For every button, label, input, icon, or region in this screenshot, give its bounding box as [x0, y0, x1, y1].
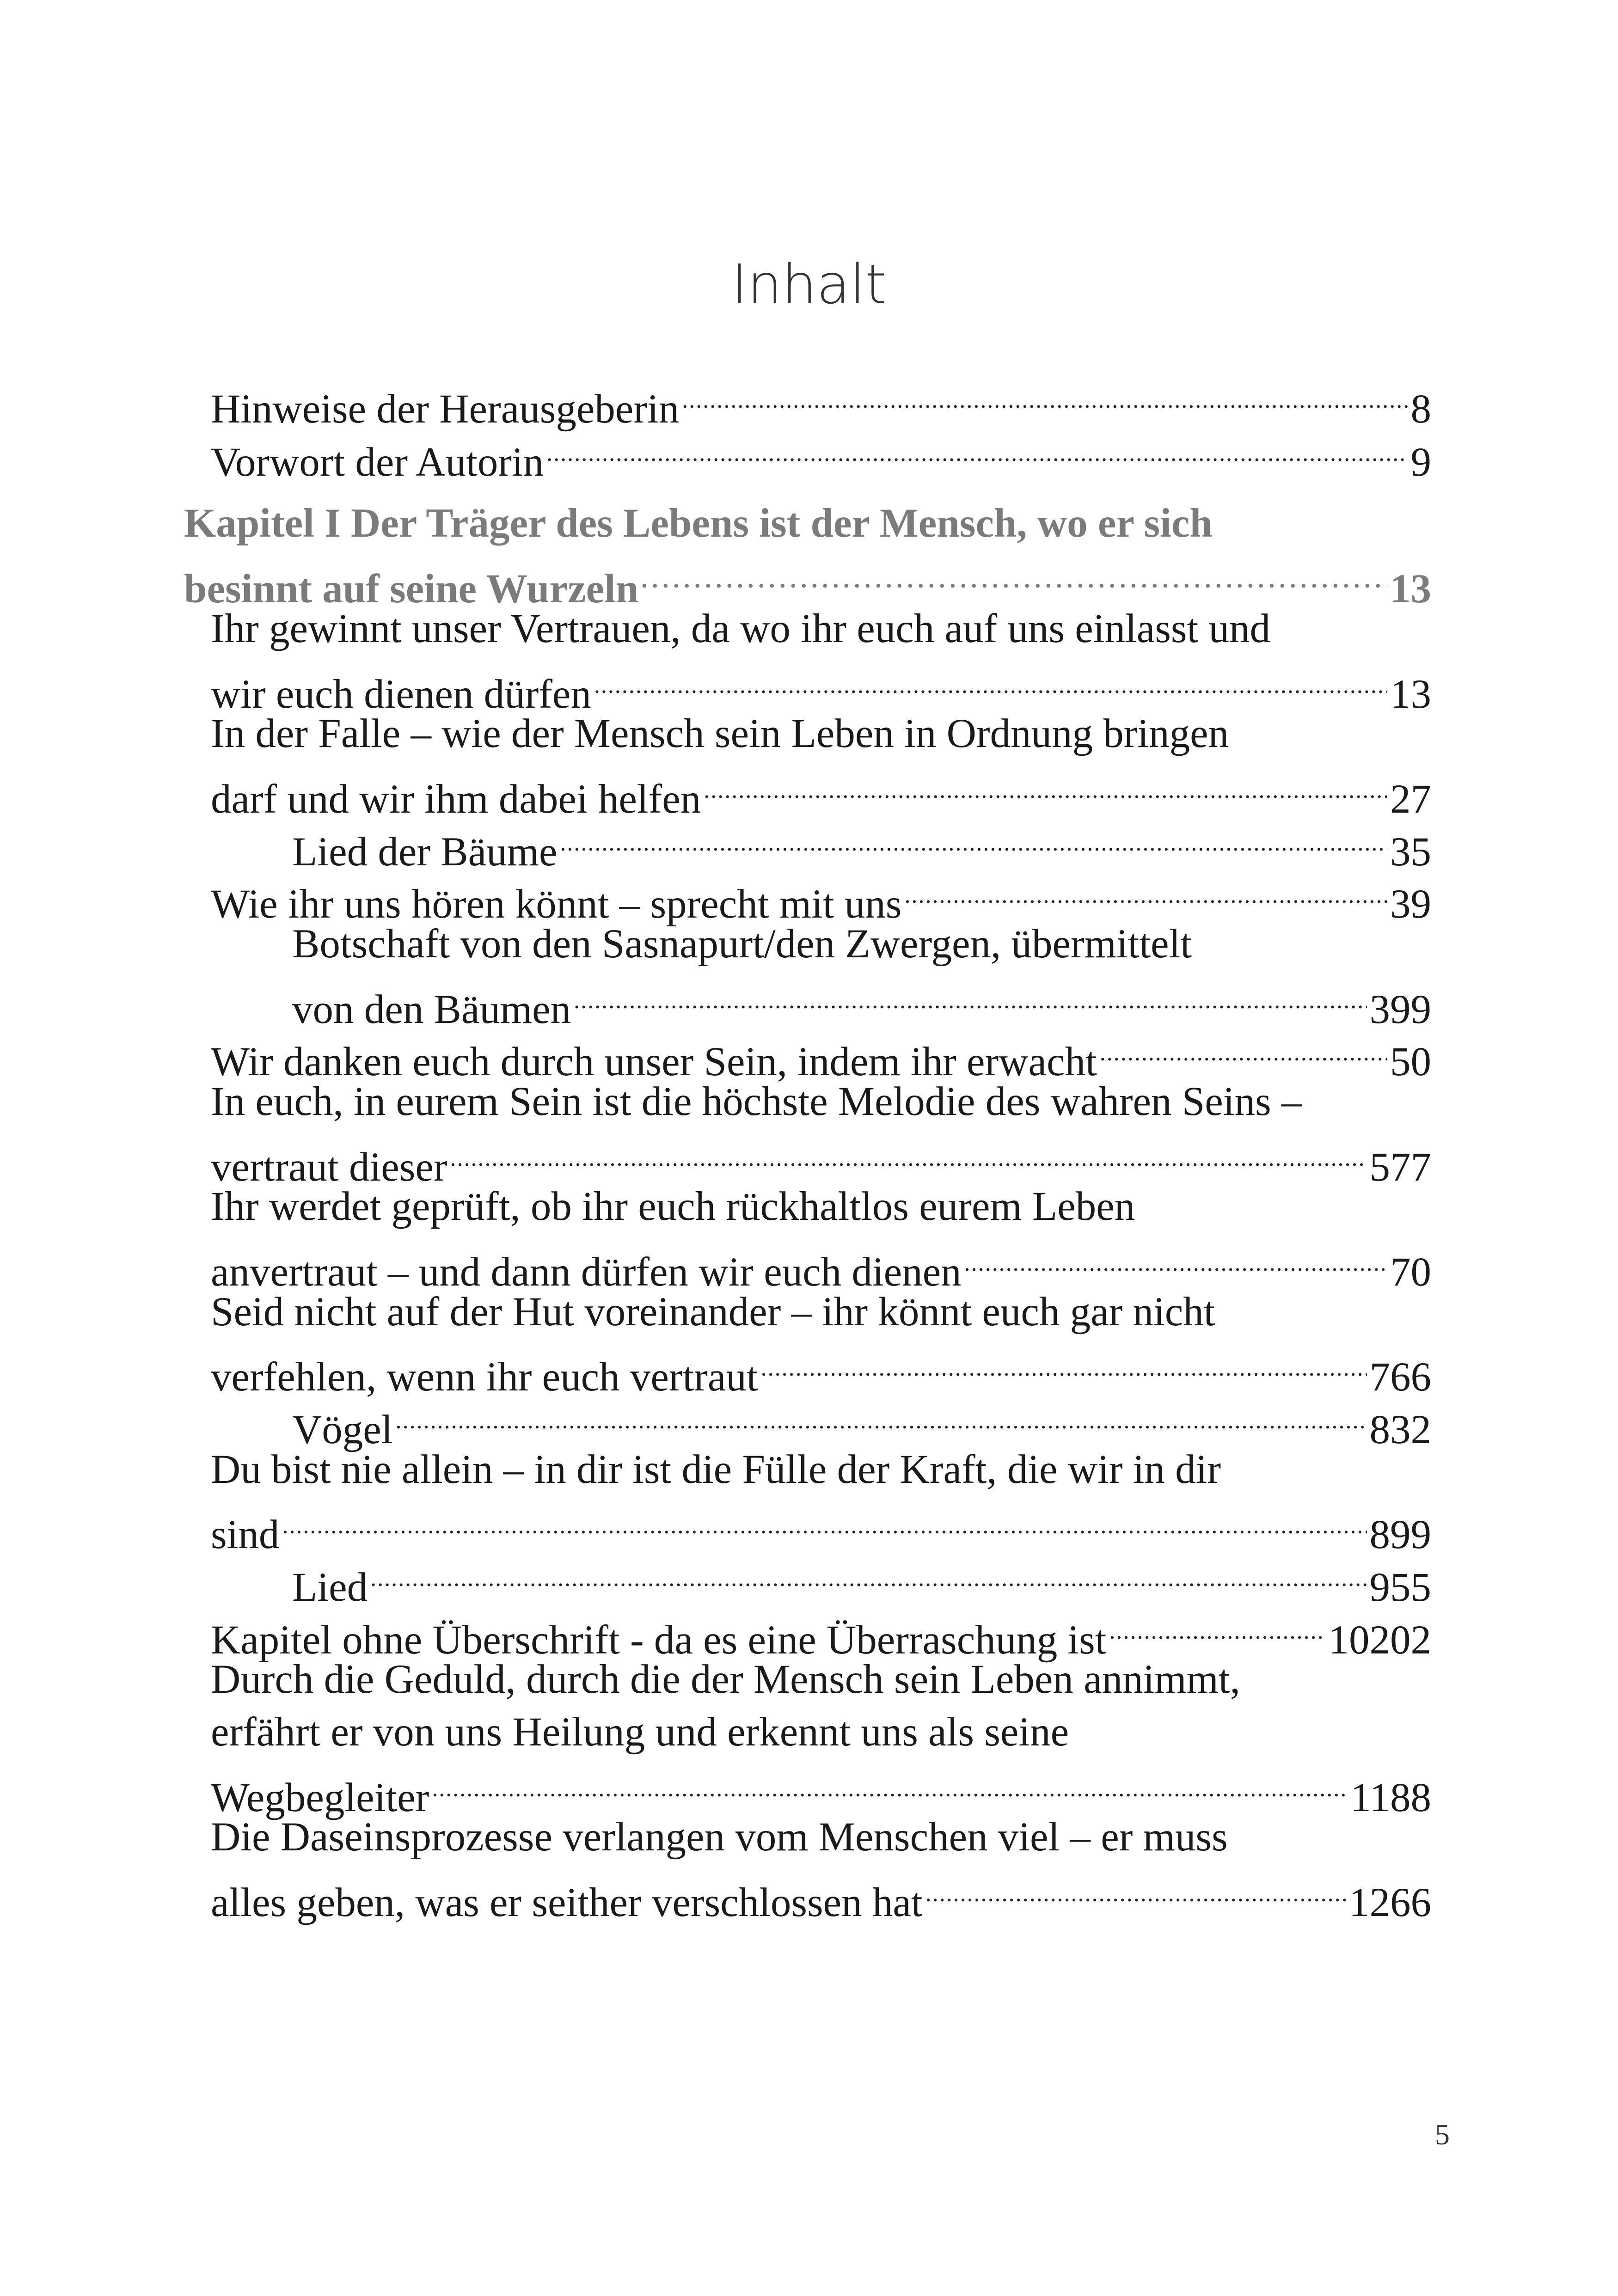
toc-leader-dots	[282, 1495, 1367, 1548]
toc-entry-page: 9	[1410, 440, 1431, 485]
toc-entry[interactable]	[211, 1495, 1431, 1557]
toc-entry[interactable]	[211, 1233, 1431, 1295]
toc-entry-line[interactable]	[211, 1075, 1431, 1128]
toc-entry[interactable]	[211, 423, 1431, 485]
page-number: 5	[1435, 2118, 1450, 2151]
toc-entry-line[interactable]	[211, 1811, 1431, 1863]
toc-chapter-entry[interactable]	[184, 550, 1431, 612]
toc-entry-title: Wie ihr uns hören könnt – sprecht mit uns	[211, 882, 902, 927]
toc-entry-line[interactable]	[211, 602, 1431, 655]
toc-entry-page: 899	[1369, 1512, 1431, 1557]
toc-subentry[interactable]	[292, 813, 1431, 875]
toc-subentry[interactable]	[292, 970, 1431, 1032]
toc-entry-title-line1: Durch die Geduld, durch die der Mensch sein Leben annimmt,	[211, 1657, 1240, 1702]
toc-chapter-title-line1: Kapitel I Der Träger des Lebens ist der Mensch, wo er sich	[184, 501, 1213, 546]
toc-entry-page: 399	[1369, 987, 1431, 1032]
toc-entry-title: von den Bäumen	[292, 987, 571, 1032]
toc-leader-dots	[594, 655, 1387, 708]
toc-entry-title: Lied	[292, 1565, 368, 1610]
toc-entry-page: 766	[1369, 1354, 1431, 1400]
toc-leader-dots	[370, 1548, 1367, 1601]
toc-entry-title: Kapitel ohne Überschrift - da es eine Überraschung ist	[211, 1617, 1107, 1663]
toc-entry-page: 8	[1410, 386, 1431, 432]
toc-entry-page: 1188	[1350, 1775, 1431, 1820]
toc-entry-title: Wegbegleiter	[211, 1775, 429, 1820]
toc-leader-dots	[925, 1863, 1346, 1916]
toc-entry[interactable]	[211, 1128, 1431, 1190]
toc-chapter-page: 13	[1390, 566, 1431, 612]
toc-leader-dots	[904, 865, 1387, 918]
toc-entry-page: 832	[1369, 1407, 1431, 1452]
toc-leader-dots	[1100, 1022, 1387, 1075]
toc-entry-title-line2: erfährt er von uns Heilung und erkennt uns als seine	[211, 1709, 1069, 1755]
toc-entry-title: sind	[211, 1512, 280, 1557]
toc-entry[interactable]	[211, 1863, 1431, 1925]
toc-entry-title-line1: In der Falle – wie der Mensch sein Leben in Ordnung bringen	[211, 711, 1229, 756]
page-title: Inhalt	[731, 252, 887, 316]
toc-entry[interactable]	[211, 1601, 1431, 1663]
toc-entry-title-line1: In euch, in eurem Sein ist die höchste Melodie des wahren Seins –	[211, 1079, 1302, 1124]
toc-entry[interactable]	[211, 1758, 1431, 1820]
toc-entry-page: 27	[1390, 777, 1431, 822]
toc-entry[interactable]	[211, 1338, 1431, 1400]
toc-entry-title: Vorwort der Autorin	[211, 440, 544, 485]
toc-subentry[interactable]	[292, 1390, 1431, 1452]
toc-leader-dots	[450, 1128, 1367, 1181]
toc-entry-line[interactable]	[211, 707, 1431, 760]
toc-leader-dots	[574, 970, 1367, 1023]
toc-entry[interactable]	[211, 865, 1431, 927]
toc-entry-title: Wir danken euch durch unser Sein, indem ihr erwacht	[211, 1039, 1097, 1084]
toc-subentry-line[interactable]	[292, 918, 1431, 970]
toc-leader-dots	[432, 1758, 1348, 1811]
toc-chapter-heading-line[interactable]	[184, 497, 1431, 550]
toc-chapter-title: besinnt auf seine Wurzeln	[184, 566, 639, 612]
toc-entry-line[interactable]	[211, 1653, 1431, 1706]
toc-leader-dots	[641, 550, 1387, 602]
toc-leader-dots	[396, 1390, 1367, 1443]
toc-entry-line[interactable]	[211, 1286, 1431, 1338]
toc-entry-page: 13	[1390, 672, 1431, 717]
toc-entry-title-line1: Ihr gewinnt unser Vertrauen, da wo ihr euch auf uns einlasst und	[211, 606, 1270, 651]
toc-subentry[interactable]	[292, 1548, 1431, 1610]
toc-entry-title-line1: Du bist nie allein – in dir ist die Fülle der Kraft, die wir in dir	[211, 1447, 1221, 1492]
toc-entry-title-line1: Botschaft von den Sasnapurt/den Zwergen, übermittelt	[292, 921, 1192, 967]
toc-entry-title: Hinweise der Herausgeberin	[211, 386, 680, 432]
toc-entry-title: wir euch dienen dürfen	[211, 672, 591, 717]
toc-entry-title: anvertraut – und dann dürfen wir euch dienen	[211, 1249, 962, 1295]
toc-entry-page: 577	[1369, 1145, 1431, 1190]
toc-entry-title-line1: Die Daseinsprozesse verlangen vom Menschen viel – er muss	[211, 1814, 1228, 1860]
toc-entry-page: 70	[1390, 1249, 1431, 1295]
toc-entry-page: 955	[1369, 1565, 1431, 1610]
toc-entry-page: 50	[1390, 1039, 1431, 1084]
toc-entry-title: Vögel	[292, 1407, 393, 1452]
toc-leader-dots	[761, 1338, 1367, 1390]
toc-entry[interactable]	[211, 370, 1431, 432]
toc-entry-page: 10202	[1328, 1617, 1431, 1663]
toc-entry-page: 35	[1390, 829, 1431, 875]
toc-entry-title: verfehlen, wenn ihr euch vertraut	[211, 1354, 758, 1400]
toc-entry-line[interactable]	[211, 1443, 1431, 1496]
toc-leader-dots	[682, 370, 1408, 422]
toc-entry-line[interactable]	[211, 1180, 1431, 1233]
toc-entry-title-line1: Seid nicht auf der Hut voreinander – ihr könnt euch gar nicht	[211, 1289, 1215, 1335]
toc-leader-dots	[704, 760, 1387, 813]
toc-entry-page: 1266	[1349, 1880, 1431, 1925]
toc-entry-line[interactable]	[211, 1706, 1431, 1758]
toc-entry-title: vertraut dieser	[211, 1145, 447, 1190]
toc-leader-dots	[1109, 1601, 1326, 1653]
toc-entry-title: Lied der Bäume	[292, 829, 558, 875]
toc-entry-title: darf und wir ihm dabei helfen	[211, 777, 701, 822]
toc-entry[interactable]	[211, 1022, 1431, 1084]
toc-entry[interactable]	[211, 655, 1431, 717]
toc-entry-title-line1: Ihr werdet geprüft, ob ihr euch rückhaltlos eurem Leben	[211, 1184, 1135, 1229]
toc-entry[interactable]	[211, 760, 1431, 822]
toc-leader-dots	[560, 813, 1387, 865]
toc-leader-dots	[964, 1233, 1387, 1286]
toc-entry-title: alles geben, was er seither verschlossen hat	[211, 1880, 923, 1925]
toc-leader-dots	[546, 423, 1408, 476]
toc-entry-page: 39	[1390, 882, 1431, 927]
